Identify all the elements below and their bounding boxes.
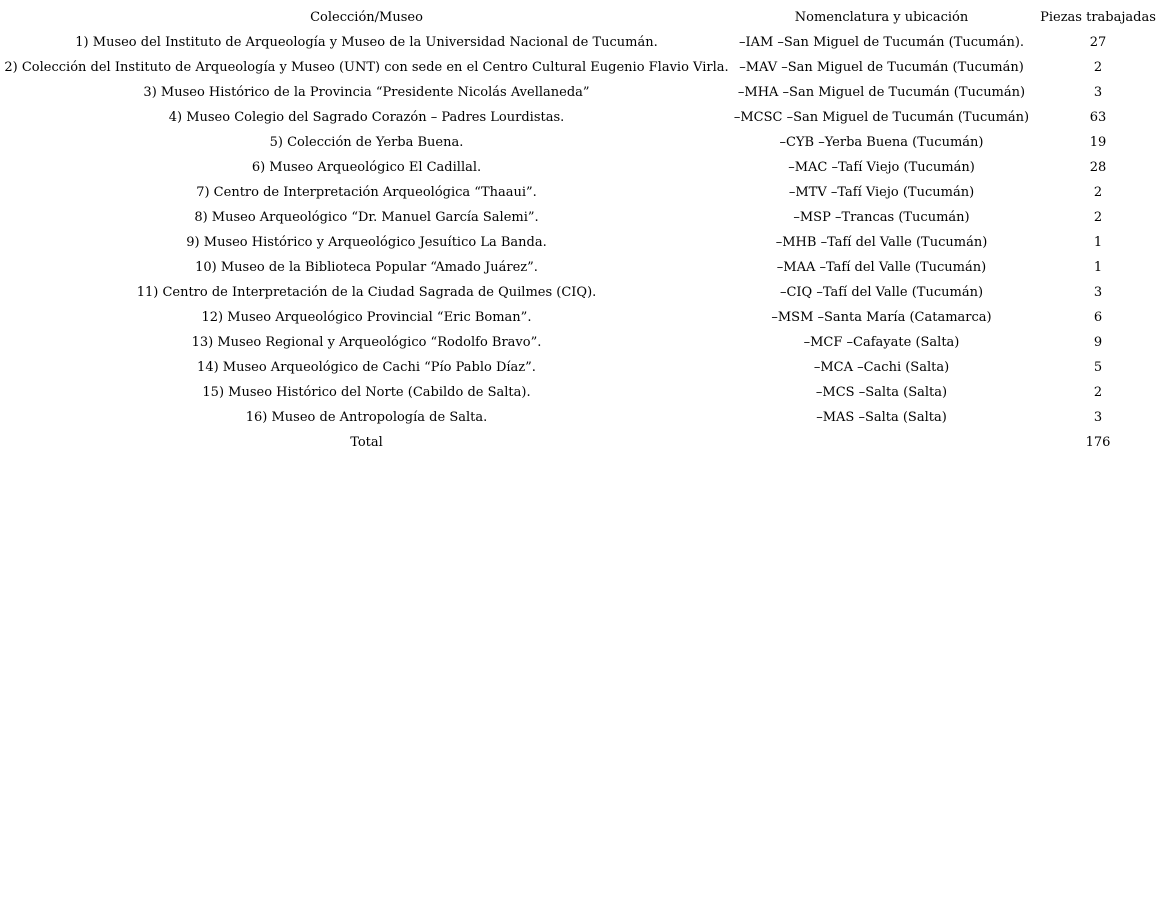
table-header-row — [0, 5, 1166, 30]
total-empty-cell — [733, 430, 1030, 455]
cell-coleccion: 4) Museo Colegio del Sagrado Corazón – Padres Lourdistas. — [168, 110, 565, 125]
cell-nomenclatura: –IAM –San Miguel de Tucumán (Tucumán). — [738, 35, 1025, 50]
table-row — [0, 155, 1166, 180]
header-piezas: Piezas trabajadas — [1040, 10, 1156, 25]
table-row — [0, 105, 1166, 130]
cell-nomenclatura: –MCSC –San Miguel de Tucumán (Tucumán) — [733, 110, 1030, 125]
cell-piezas: 9 — [1093, 335, 1103, 350]
cell-coleccion: 8) Museo Arqueológico “Dr. Manuel García Salemi”. — [194, 210, 539, 225]
total-label: Total — [350, 435, 383, 450]
cell-coleccion: 6) Museo Arqueológico El Cadillal. — [251, 160, 482, 175]
table-row — [0, 305, 1166, 330]
header-coleccion: Colección/Museo — [310, 10, 423, 25]
cell-nomenclatura: –MAA –Tafí del Valle (Tucumán) — [776, 260, 987, 275]
cell-coleccion: 12) Museo Arqueológico Provincial “Eric Boman”. — [201, 310, 532, 325]
cell-nomenclatura: –MAV –San Miguel de Tucumán (Tucumán) — [739, 60, 1024, 75]
table-row — [0, 230, 1166, 255]
header-nomenclatura: Nomenclatura y ubicación — [794, 10, 969, 25]
cell-piezas: 1 — [1093, 235, 1103, 250]
table-row — [0, 380, 1166, 405]
cell-nomenclatura: –MCS –Salta (Salta) — [815, 385, 948, 400]
cell-nomenclatura: –MHA –San Miguel de Tucumán (Tucumán) — [737, 85, 1026, 100]
cell-nomenclatura: –CIQ –Tafí del Valle (Tucumán) — [779, 285, 984, 300]
total-piezas: 176 — [1085, 435, 1111, 450]
cell-coleccion: 5) Colección de Yerba Buena. — [269, 135, 464, 150]
cell-coleccion: 9) Museo Histórico y Arqueológico Jesuítico La Banda. — [186, 235, 547, 250]
cell-piezas: 2 — [1093, 185, 1103, 200]
cell-nomenclatura: –MSM –Santa María (Catamarca) — [771, 310, 992, 325]
cell-coleccion: 2) Colección del Instituto de Arqueología y Museo (UNT) con sede en el Centro Cultural Eugenio Flavio Virla. — [4, 60, 729, 75]
cell-nomenclatura: –MAS –Salta (Salta) — [816, 410, 947, 425]
cell-nomenclatura: –MAC –Tafí Viejo (Tucumán) — [788, 160, 975, 175]
cell-nomenclatura: –MCA –Cachi (Salta) — [813, 360, 950, 375]
table-row — [0, 405, 1166, 430]
cell-coleccion: 15) Museo Histórico del Norte (Cabildo de Salta). — [202, 385, 531, 400]
cell-piezas: 3 — [1093, 285, 1103, 300]
cell-nomenclatura: –MTV –Tafí Viejo (Tucumán) — [788, 185, 975, 200]
cell-coleccion: 10) Museo de la Biblioteca Popular “Amado Juárez”. — [195, 260, 538, 275]
cell-piezas: 28 — [1089, 160, 1107, 175]
table-row — [0, 180, 1166, 205]
cell-coleccion: 11) Centro de Interpretación de la Ciudad Sagrada de Quilmes (CIQ). — [136, 285, 597, 300]
cell-coleccion: 13) Museo Regional y Arqueológico “Rodolfo Bravo”. — [191, 335, 542, 350]
table-row — [0, 205, 1166, 230]
table-row — [0, 330, 1166, 355]
cell-nomenclatura: –CYB –Yerba Buena (Tucumán) — [779, 135, 984, 150]
table-row — [0, 80, 1166, 105]
cell-nomenclatura: –MSP –Trancas (Tucumán) — [793, 210, 970, 225]
table-row — [0, 355, 1166, 380]
total-row — [0, 430, 1166, 455]
cell-piezas: 1 — [1093, 260, 1103, 275]
cell-piezas: 63 — [1089, 110, 1107, 125]
cell-piezas: 6 — [1093, 310, 1103, 325]
cell-piezas: 5 — [1093, 360, 1103, 375]
table-row — [0, 255, 1166, 280]
table-row — [0, 280, 1166, 305]
table-row — [0, 30, 1166, 55]
cell-coleccion: 1) Museo del Instituto de Arqueología y Museo de la Universidad Nacional de Tucumán. — [75, 35, 658, 50]
cell-nomenclatura: –MCF –Cafayate (Salta) — [803, 335, 960, 350]
cell-piezas: 3 — [1093, 410, 1103, 425]
museum-collections-table — [0, 5, 1166, 455]
table-row — [0, 130, 1166, 155]
cell-nomenclatura: –MHB –Tafí del Valle (Tucumán) — [775, 235, 988, 250]
cell-coleccion: 14) Museo Arqueológico de Cachi “Pío Pablo Díaz”. — [197, 360, 536, 375]
cell-piezas: 2 — [1093, 210, 1103, 225]
cell-coleccion: 16) Museo de Antropología de Salta. — [245, 410, 488, 425]
cell-piezas: 19 — [1089, 135, 1107, 150]
cell-piezas: 27 — [1089, 35, 1107, 50]
cell-piezas: 2 — [1093, 385, 1103, 400]
cell-coleccion: 7) Centro de Interpretación Arqueológica “Thaaui”. — [196, 185, 537, 200]
table-row — [0, 55, 1166, 80]
cell-piezas: 3 — [1093, 85, 1103, 100]
cell-coleccion: 3) Museo Histórico de la Provincia “Presidente Nicolás Avellaneda” — [143, 85, 590, 100]
cell-piezas: 2 — [1093, 60, 1103, 75]
